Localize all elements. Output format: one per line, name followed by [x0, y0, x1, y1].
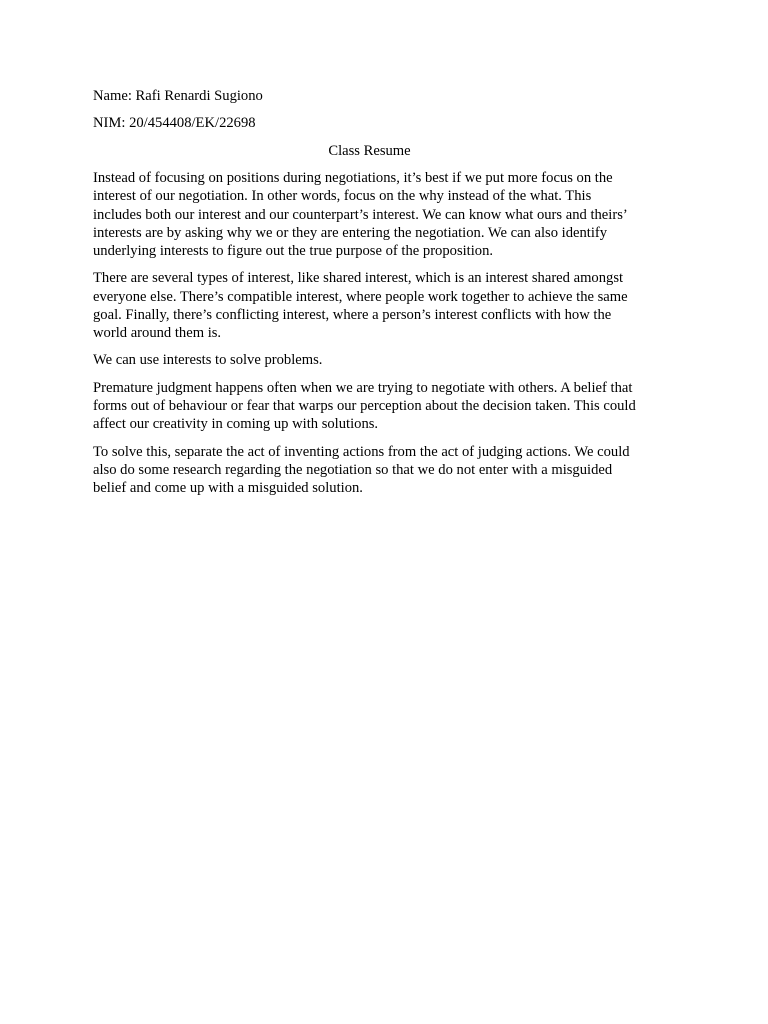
paragraph-line: interests are by asking why we or they are entering the negotiation. We can also identify [93, 224, 608, 241]
paragraph-line: Premature judgment happens often when we are trying to negotiate with others. A belief that [93, 379, 633, 396]
paragraph-line: We can use interests to solve problems. [93, 352, 323, 369]
paragraph-line: underlying interests to figure out the true purpose of the proposition. [93, 242, 494, 259]
paragraph-positions-vs-interests [93, 169, 673, 260]
paragraph-line: includes both our interest and our counterpart’s interest. We can know what ours and theirs’ [93, 206, 628, 223]
document-title: Class Resume [328, 142, 411, 159]
paragraph-line: goal. Finally, there’s conflicting interest, where a person’s interest conflicts with how the [93, 306, 612, 323]
paragraph-line: interest of our negotiation. In other words, focus on the why instead of the what. This [93, 188, 592, 205]
paragraph-line: affect our creativity in coming up with solutions. [93, 416, 379, 433]
student-nim: NIM: 20/454408/EK/22698 [93, 115, 256, 132]
paragraph-line: also do some research regarding the negotiation so that we do not enter with a misguided [93, 461, 613, 478]
paragraph-line: To solve this, separate the act of inventing actions from the act of judging actions. We could [93, 443, 630, 460]
paragraph-solution [93, 443, 673, 498]
paragraph-types-of-interest [93, 269, 673, 342]
paragraph-line: everyone else. There’s compatible interest, where people work together to achieve the same [93, 288, 628, 305]
student-name: Name: Rafi Renardi Sugiono [93, 88, 263, 104]
paragraph-line: forms out of behaviour or fear that warps our perception about the decision taken. This could [93, 397, 636, 414]
paragraph-solve-problems [93, 351, 673, 369]
paragraph-line: world around them is. [93, 324, 222, 341]
paragraph-line: belief and come up with a misguided solution. [93, 479, 363, 496]
document-body [93, 87, 673, 506]
paragraph-line: Instead of focusing on positions during negotiations, it’s best if we put more focus on the [93, 170, 613, 187]
paragraph-line: There are several types of interest, like shared interest, which is an interest shared amongst [93, 270, 624, 287]
paragraph-premature-judgment [93, 379, 673, 434]
